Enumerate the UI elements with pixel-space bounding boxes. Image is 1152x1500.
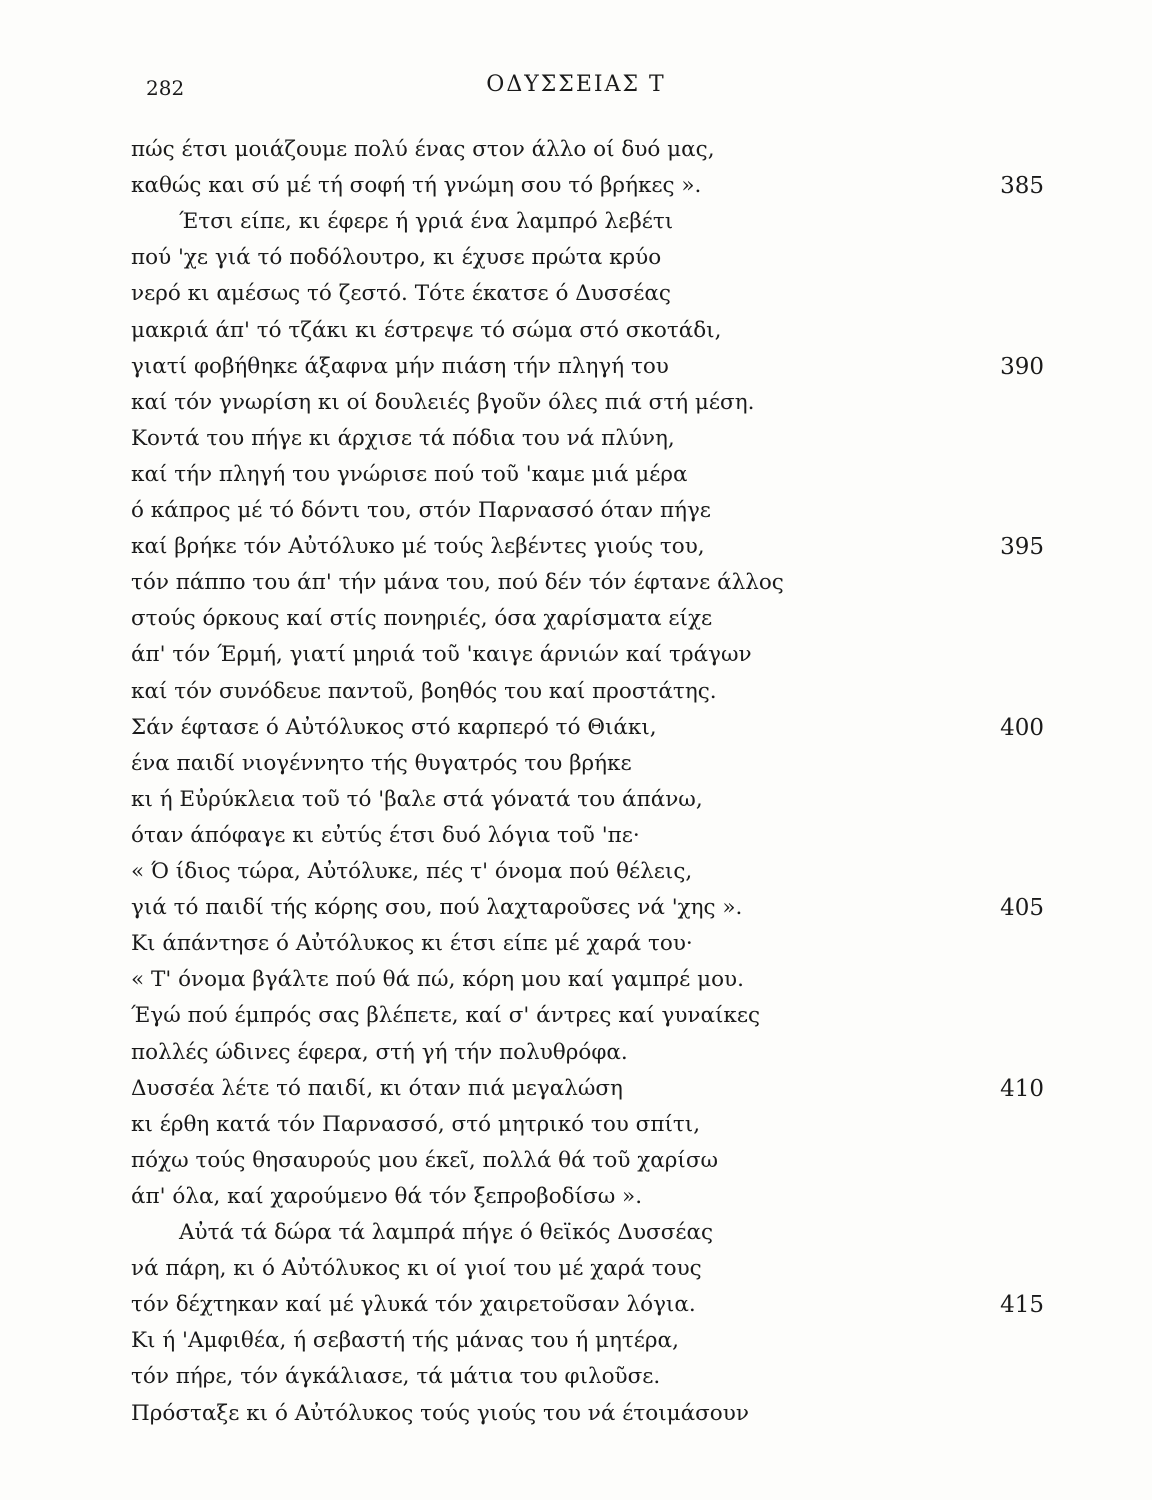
line-number: 415: [1000, 1292, 1044, 1319]
verse-text: Κοντά του πήγε κι άρχισε τά πόδια του νά πλύνη,: [131, 425, 675, 451]
verse-line: [0, 1396, 1152, 1432]
verse-text: καί τόν συνόδευε παντοῦ, βοηθός του καί προστάτης.: [131, 678, 717, 704]
verse-line: [0, 637, 1152, 673]
verse-line: [0, 168, 1152, 204]
verse-text: γιά τό παιδί τής κόρης σου, πού λαχταροῦσες νά 'χης ».: [131, 895, 743, 921]
verse-text: τόν δέχτηκαν καί μέ γλυκά τόν χαιρετοῦσαν λόγια.: [131, 1292, 696, 1318]
verse-text: Σάν έφτασε ό Αὐτόλυκος στό καρπερό τό Θιάκι,: [131, 714, 657, 740]
line-number: 410: [1000, 1075, 1044, 1102]
verse-line: [0, 1323, 1152, 1359]
verse-text: γιατί φοβήθηκε άξαφνα μήν πιάση τήν πληγή του: [131, 353, 669, 379]
verse-text: όταν άπόφαγε κι εὐτύς έτσι δυό λόγια τοῦ 'πε·: [131, 822, 640, 848]
verse-line: [0, 385, 1152, 421]
verse-line: [0, 1251, 1152, 1287]
verse-line: [0, 1107, 1152, 1143]
verse-line: [0, 1143, 1152, 1179]
verse-line: [0, 890, 1152, 926]
verse-text: « Τ' όνομα βγάλτε πού θά πώ, κόρη μου καί γαμπρέ μου.: [131, 967, 744, 993]
line-number: 385: [1000, 173, 1044, 200]
verse-text: ένα παιδί νιογέννητο τής θυγατρός του βρήκε: [131, 750, 632, 776]
verse-line: [0, 1359, 1152, 1395]
line-number: 400: [1000, 714, 1044, 741]
verse-text: άπ' τόν Έρμή, γιατί μηριά τοῦ 'καιγε άρνιών καί τράγων: [131, 642, 752, 668]
verse-line: [0, 204, 1152, 240]
verse-text: καί τόν γνωρίση κι οί δουλειές βγοῦν όλες πιά στή μέση.: [131, 389, 755, 415]
verse-text: ό κάπρος μέ τό δόντι του, στόν Παρνασσό όταν πήγε: [131, 498, 711, 523]
verse-text: Κι ή 'Αμφιθέα, ή σεβαστή τής μάνας του ή μητέρα,: [131, 1328, 679, 1354]
line-number: 390: [1000, 353, 1044, 380]
running-title: ΟΔΥΣΣΕΙΑΣ Τ: [486, 72, 666, 97]
verse-text: καθώς και σύ μέ τή σοφή τή γνώμη σου τό βρήκες ».: [131, 173, 702, 199]
verse-text: καί βρήκε τόν Αὐτόλυκο μέ τούς λεβέντες γιούς του,: [131, 534, 705, 560]
verse-line: [0, 457, 1152, 493]
verse-line: [0, 1287, 1152, 1323]
verse-text: τόν πάππο του άπ' τήν μάνα του, πού δέν τόν έφτανε άλλος: [131, 570, 784, 596]
verse-line: [0, 1179, 1152, 1215]
verse-text: τόν πήρε, τόν άγκάλιασε, τά μάτια του φιλοῦσε.: [131, 1364, 661, 1390]
verse-line: [0, 926, 1152, 962]
verse-line: [0, 132, 1152, 168]
verse-text: Έγώ πού έμπρός σας βλέπετε, καί σ' άντρες καί γυναίκες: [131, 1003, 761, 1029]
verse-text: Έτσι είπε, κι έφερε ή γριά ένα λαμπρό λεβέτι: [179, 209, 674, 235]
verse-text: μακριά άπ' τό τζάκι κι έστρεψε τό σώμα στό σκοτάδι,: [131, 317, 722, 343]
verse-text: Κι άπάντησε ό Αὐτόλυκος κι έτσι είπε μέ χαρά του·: [131, 931, 693, 957]
verse-text: πόχω τούς θησαυρούς μου έκεῖ, πολλά θά τοῦ χαρίσω: [131, 1147, 719, 1173]
verse-line: [0, 782, 1152, 818]
verse-text: πώς έτσι μοιάζουμε πολύ ένας στον άλλο οί δυό μας,: [131, 137, 715, 162]
verse-line: [0, 962, 1152, 998]
verse-line: [0, 1215, 1152, 1251]
verse-text: Δυσσέα λέτε τό παιδί, κι όταν πιά μεγαλώση: [131, 1075, 623, 1101]
verse-text: κι έρθη κατά τόν Παρνασσό, στό μητρικό του σπίτι,: [131, 1111, 701, 1137]
page-number: 282: [146, 76, 185, 100]
line-number: 395: [1000, 534, 1044, 561]
verse-text: καί τήν πληγή του γνώρισε πού τοῦ 'καμε μιά μέρα: [131, 461, 688, 487]
verse-line: [0, 240, 1152, 276]
verse-text: πού 'χε γιά τό ποδόλουτρο, κι έχυσε πρώτα κρύο: [131, 245, 662, 271]
verse-line: [0, 276, 1152, 312]
verse-text: Πρόσταξε κι ό Αὐτόλυκος τούς γιούς του νά έτοιμάσουν: [131, 1400, 749, 1426]
verse-line: [0, 565, 1152, 601]
verse-line: [0, 493, 1152, 529]
verse-line: [0, 746, 1152, 782]
verse-line: [0, 601, 1152, 637]
verse-line: [0, 313, 1152, 349]
verse-text: κι ή Εὐρύκλεια τοῦ τό 'βαλε στά γόνατά του άπάνω,: [131, 786, 703, 812]
verse-text: νερό κι αμέσως τό ζεστό. Τότε έκατσε ό Δυσσέας: [131, 281, 671, 307]
verse-line: [0, 349, 1152, 385]
verse-line: [0, 818, 1152, 854]
verse-line: [0, 674, 1152, 710]
page-header: [0, 72, 1152, 106]
verse-line: [0, 421, 1152, 457]
verse-text: άπ' όλα, καί χαρούμενο θά τόν ξεπροβοδίσω ».: [131, 1183, 643, 1209]
verse-line: [0, 1071, 1152, 1107]
line-number: 405: [1000, 895, 1044, 922]
verse-text: πολλές ώδινες έφερα, στή γή τήν πολυθρόφα.: [131, 1039, 628, 1065]
verse-text: νά πάρη, κι ό Αὐτόλυκος κι οί γιοί του μέ χαρά τους: [131, 1256, 702, 1282]
verse-line: [0, 529, 1152, 565]
verse-text: Αὐτά τά δώρα τά λαμπρά πήγε ό θεϊκός Δυσσέας: [179, 1220, 714, 1245]
verse-text: στούς όρκους καί στίς πονηριές, όσα χαρίσματα είχε: [131, 606, 713, 632]
verse-line: [0, 998, 1152, 1034]
verse-text: « Ό ίδιος τώρα, Αὐτόλυκε, πές τ' όνομα πού θέλεις,: [131, 859, 693, 884]
verse-line: [0, 710, 1152, 746]
verse-line: [0, 1035, 1152, 1071]
verse-line: [0, 854, 1152, 890]
